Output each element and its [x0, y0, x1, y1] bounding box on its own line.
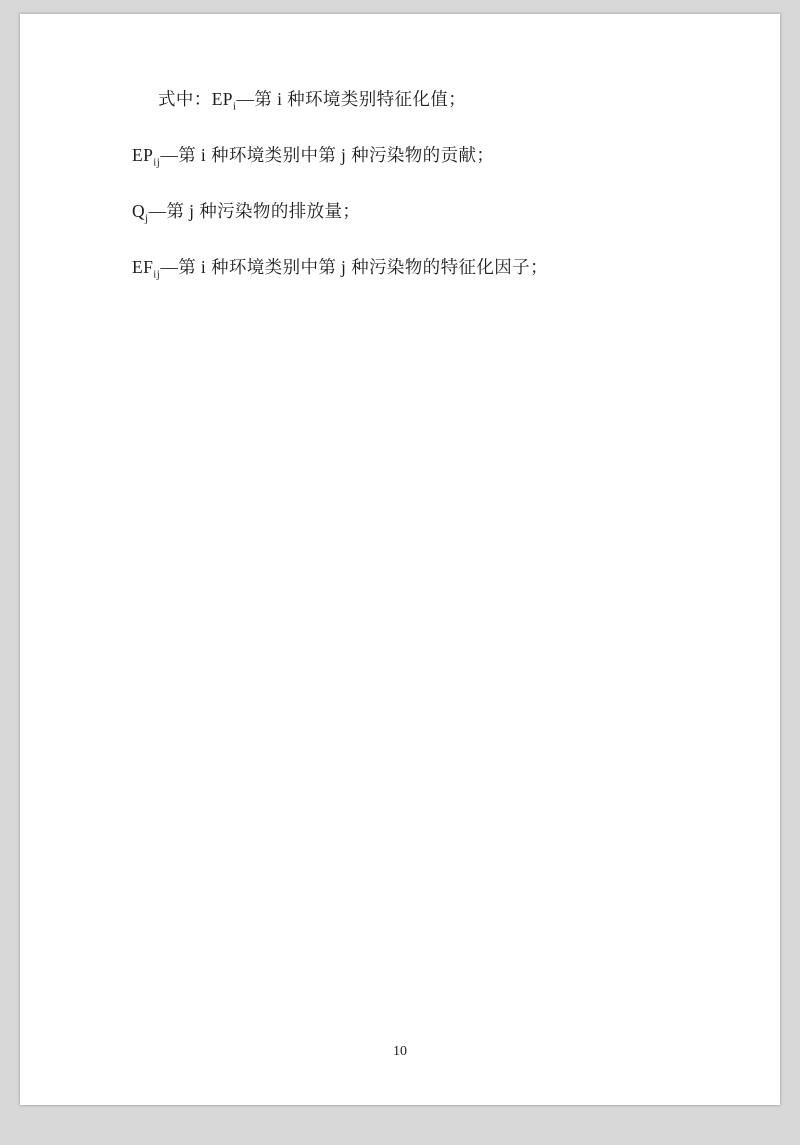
definition-text: —第 i 种环境类别中第 j 种污染物的贡献； [160, 145, 495, 165]
definition-text: —第 i 种环境类别特征化值； [236, 89, 467, 109]
definition-symbol: Q [132, 201, 146, 221]
definition-text: —第 j 种污染物的排放量； [148, 201, 361, 221]
definition-line [132, 254, 704, 283]
definition-line [132, 198, 704, 227]
definition-prefix: 式中： [158, 89, 212, 109]
definition-subscript: ij [153, 268, 161, 281]
definition-symbol: EP [211, 89, 233, 109]
definition-line [132, 142, 704, 171]
definition-subscript: j [145, 212, 149, 225]
page-number: 10 [393, 1044, 407, 1059]
document-page [20, 14, 780, 1105]
page-content [132, 86, 704, 310]
definition-subscript: ij [153, 156, 161, 169]
definition-symbol: EP [132, 145, 154, 165]
definition-symbol: EF [132, 257, 154, 277]
definition-line [158, 86, 704, 115]
definition-text: —第 i 种环境类别中第 j 种污染物的特征化因子； [160, 257, 548, 277]
definition-subscript: i [232, 100, 237, 113]
